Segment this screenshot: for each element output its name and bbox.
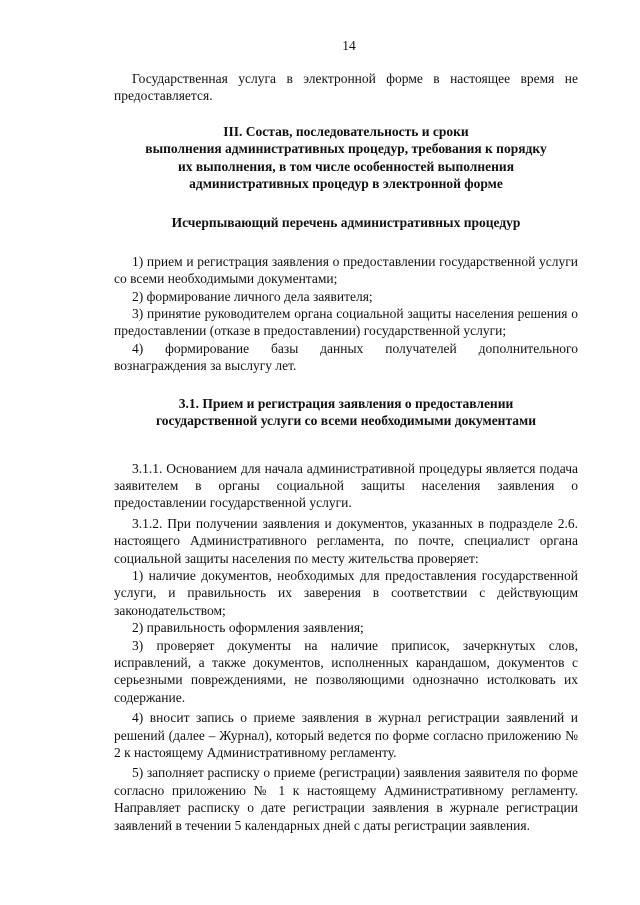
body-paragraph: 3.1.1. Основанием для начала административной процедуры является подача заявителем в органы социальной защиты населения заявления о предоставлении государственной услуги. (114, 460, 578, 511)
list-item: 1) прием и регистрация заявления о предоставлении государственной услуги со всеми необходимыми документами; (114, 253, 578, 287)
body-text (114, 460, 578, 835)
list-item: 2) формирование личного дела заявителя; (132, 288, 373, 304)
subsection-title (114, 395, 578, 430)
section-title (114, 123, 578, 193)
section-title-line: выполнения административных процедур, требования к порядку (145, 141, 547, 157)
procedures-heading-text: Исчерпывающий перечень административных процедур (171, 215, 521, 231)
body-paragraph: 1) наличие документов, необходимых для предоставления государственной услуги, и правильность их заверения в соответствии с действующим законодательством; (114, 567, 578, 618)
body-paragraph: 2) правильность оформления заявления; (132, 620, 364, 636)
body-paragraph: 4) вносит запись о приеме заявления в журнал регистрации заявлений и решений (далее – Журнал), который ведется по форме согласно приложению № 2 к настоящему Административному регламенту. (114, 710, 578, 760)
section-title-line: административных процедур в электронной форме (189, 176, 503, 192)
subsection-title-line: государственной услуги со всеми необходимыми документами (156, 413, 536, 429)
list-item: 4) формирование базы данных получателей дополнительного вознаграждения за выслугу лет. (114, 340, 578, 374)
body-paragraph: 3) проверяет документы на наличие приписок, зачеркнутых слов, исправлений, а также документов, исполненных карандашом, документов с серьезными повреждениями, не позволяющими однозначно истолковать их содержание. (114, 637, 578, 705)
procedures-heading (114, 214, 578, 231)
body-paragraph: 5) заполняет расписку о приеме (регистрации) заявления заявителя по форме согласно приложению № 1 к настоящему Административному регламенту. Направляет расписку о дате регистрации заявления в журнале регистрации заявлений в течении 5 календарных дней с даты регистрации заявления. (114, 765, 578, 833)
intro-paragraph: Государственная услуга в электронной форме в настоящее время не предоставляется. (114, 71, 578, 104)
section-title-line: III. Состав, последовательность и сроки (223, 123, 469, 139)
list-item: 3) принятие руководителем органа социальной защиты населения решения о предоставлении (отказе в предоставлении) государственной услуги; (114, 306, 578, 339)
procedures-list (114, 253, 578, 375)
subsection-title-line: 3.1. Прием и регистрация заявления о предоставлении (178, 395, 514, 411)
page-number: 14 (342, 38, 356, 53)
section-title-line: их выполнения, в том числе особенностей выполнения (177, 158, 515, 174)
body-paragraph: 3.1.2. При получении заявления и документов, указанных в подразделе 2.6. настоящего Административного регламента, по почте, специалист органа социальной защиты населения по месту жительства проверяет: (114, 515, 578, 566)
